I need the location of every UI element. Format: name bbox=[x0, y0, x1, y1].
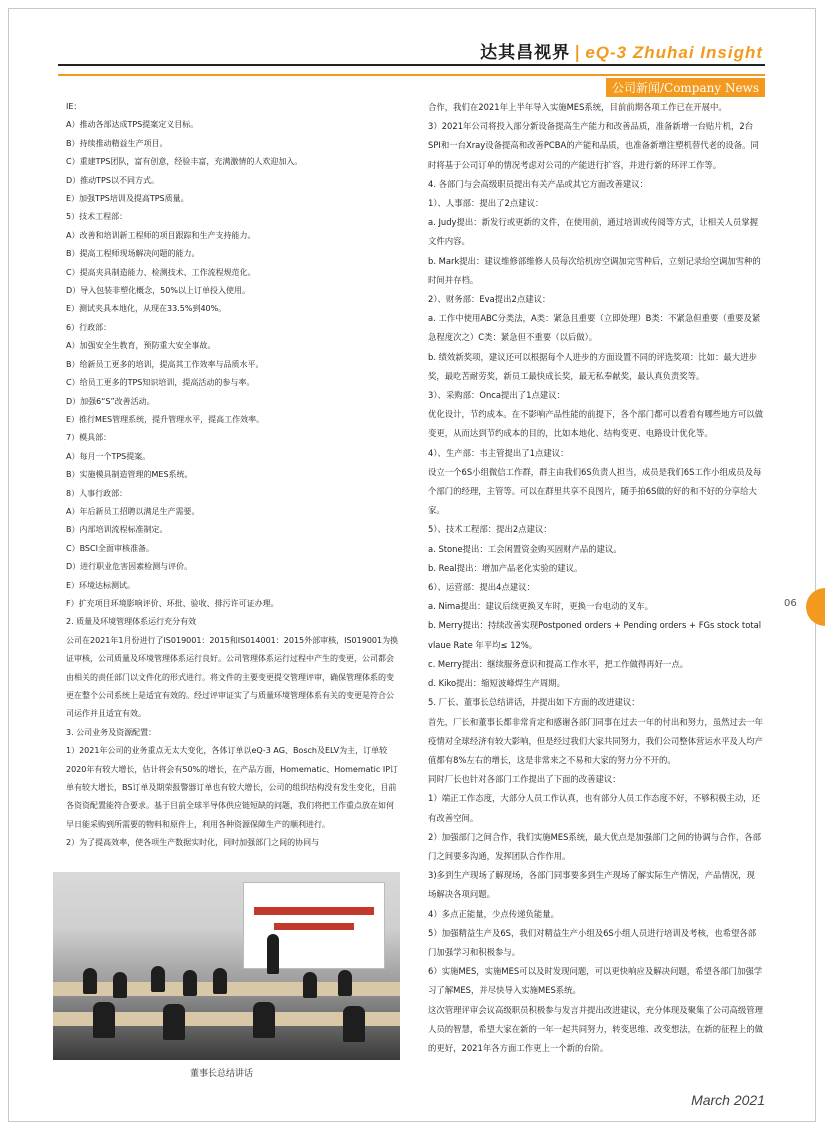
paragraph: 3）2021年公司将投入部分新设备提高生产能力和改善品质，准备新增一台贴片机，2台SPI和一台Xray设备提高和改善PCBA的产能和品质，也准备新增注塑机替代老的设备。同时将基于公司订单的情况考虑对公司的产能进行扩容，并进行新的环评工作等。 bbox=[428, 121, 759, 170]
screen-text-line-2 bbox=[274, 923, 354, 930]
attendee-figure bbox=[303, 972, 317, 998]
paragraph: 设立一个6S小组微信工作群，群主由我们6S负责人担当，成员是我们6S工作小组成员及每个部门的经理，主管等。可以在群里共享不良图片，随手拍6S做的好的和不好的分享给大家。 bbox=[428, 466, 762, 516]
paragraph: 4）、生产部：韦主管提出了1点建议： bbox=[428, 447, 569, 458]
paragraph: F）扩充项目环境影响评价、环批、验收、排污许可证办理。 bbox=[66, 598, 279, 608]
paragraph: D）进行职业危害因素检测与评价。 bbox=[66, 562, 193, 572]
paragraph: 4）多点正能量，少点传递负能量。 bbox=[428, 908, 559, 919]
paragraph: a. Nima提出：建议后续更换叉车时，更换一台电动的叉车。 bbox=[428, 601, 653, 612]
paragraph: 5. 厂长、董事长总结讲话，并提出如下方面的改进建议： bbox=[428, 697, 640, 708]
paragraph: 2. 质量及环境管理体系运行充分有效 bbox=[66, 617, 197, 627]
paragraph: a. Stone提出：工会闲置资金购买固财产品的建议。 bbox=[428, 543, 622, 554]
paragraph: E）环境达标测试。 bbox=[66, 580, 136, 590]
paragraph: 3）、采购部：Onca提出了1点建议： bbox=[428, 390, 565, 401]
paragraph: c. Merry提出：继续服务意识和提高工作水平，把工作做得再好一点。 bbox=[428, 658, 689, 669]
paragraph: 1）端正工作态度，大部分人员工作认真，也有部分人员工作态度不好，不够积极主动，还有改善空间。 bbox=[428, 793, 760, 823]
paragraph: 3. 公司业务及资源配置： bbox=[66, 727, 157, 737]
paragraph: d. Kiko提出：缩短波峰焊生产周期。 bbox=[428, 678, 566, 689]
paragraph: C）重建TPS团队，富有创意，经验丰富，充满激情的人欢迎加入。 bbox=[66, 157, 303, 167]
section-rule bbox=[58, 74, 765, 76]
attendee-figure bbox=[338, 970, 352, 996]
footer-date: March 2021 bbox=[691, 1092, 765, 1108]
screen-text-line-1 bbox=[254, 907, 374, 915]
paragraph: 3)多到生产现场了解现场，各部门同事要多到生产现场了解实际生产情况，产品情况，现场解决各项问题。 bbox=[428, 870, 755, 900]
paragraph: 2）为了提高效率，使各项生产数据实时化，同时加强部门之间的协同与 bbox=[66, 838, 320, 848]
attendee-figure bbox=[151, 966, 165, 992]
paragraph: b. 绩效新奖项，建议还可以根据每个人进步的方面设置不同的评选奖项：比如：最大进步奖，最吃苦耐劳奖，新员工最快成长奖，最无私奉献奖，最认真负责奖等。 bbox=[428, 351, 757, 381]
paragraph: 合作，我们在2021年上半年导入实施MES系统，目前前期各项工作已在开展中。 bbox=[428, 102, 727, 112]
left-column bbox=[66, 98, 401, 853]
photo-caption: 董事长总结讲话 bbox=[190, 1069, 254, 1079]
paragraph: 6）实施MES，实施MES可以及时发现问题，可以更快响应及解决问题，希望各部门加强学习了解MES，并尽快导入实施MES系统。 bbox=[428, 966, 763, 996]
paragraph: B）持续推动精益生产项目。 bbox=[66, 138, 168, 148]
paragraph: 5）加强精益生产及6S，我们对精益生产小组及6S小组人员进行培训及考核，也希望各部门加强学习和积极参与。 bbox=[428, 927, 757, 957]
attendee-figure bbox=[83, 968, 97, 994]
paragraph: IE： bbox=[66, 102, 82, 111]
paragraph: C）给员工更多的TPS知识培训，提高活动的参与率。 bbox=[66, 378, 255, 388]
attendee-figure bbox=[163, 1004, 185, 1040]
paragraph: C）提高夹具制造能力、检测技术、工作流程规范化。 bbox=[66, 267, 256, 277]
attendee-figure bbox=[113, 972, 127, 998]
paragraph: 2）、财务部：Eva提出2点建议： bbox=[428, 294, 551, 305]
paragraph: A）改善和培训新工程师的项目跟踪和生产支持能力。 bbox=[66, 230, 256, 240]
paragraph: B）给新员工更多的培训，提高其工作效率与品质水平。 bbox=[66, 359, 264, 369]
right-column bbox=[428, 98, 763, 1058]
paragraph: 2）加强部门之间合作，我们实施MES系统，最大优点是加强部门之间的协调与合作，各部门之间要多沟通，发挥团队合作作用。 bbox=[428, 831, 762, 861]
paragraph: 同时厂长也针对各部门工作提出了下面的改善建议： bbox=[428, 774, 621, 785]
attendee-figure bbox=[183, 970, 197, 996]
attendee-figure bbox=[93, 1002, 115, 1038]
projection-screen bbox=[243, 882, 385, 969]
paragraph: 优化设计，节约成本。在不影响产品性能的前提下，各个部门都可以看看有哪些地方可以做变更，从而达到节约成本的目的，比如本地化、结构变更、电路设计优化等。 bbox=[428, 409, 763, 439]
paragraph: 这次管理评审会议高级职员积极参与发言并提出改进建议，充分体现及聚集了公司高级管理人员的智慧，希望大家在新的一年一起共同努力，转变思维、改变想法，在新的征程上的做的更好，2021年各方面工作更上一个新的台阶。 bbox=[428, 1004, 763, 1053]
paragraph: D）加强6“S”改善活动。 bbox=[66, 396, 155, 406]
paragraph: A）加强安全生教育，预防重大安全事故。 bbox=[66, 341, 216, 351]
paragraph: A）每月一个TPS提案。 bbox=[66, 451, 151, 461]
brand-title-cn: 达其昌视界 bbox=[480, 43, 571, 63]
paragraph: a. Judy提出：新发行或更新的文件，在使用前，通过培训或传阅等方式，让相关人员掌握文件内容。 bbox=[428, 217, 759, 247]
paragraph: C）BSCI全面审核准备。 bbox=[66, 543, 154, 553]
brand-separator: | bbox=[574, 43, 582, 63]
paragraph: 5）、技术工程部：提出2点建议： bbox=[428, 524, 552, 535]
paragraph: 1）、人事部：提出了2点建议： bbox=[428, 198, 544, 209]
brand-title-en: eQ-3 Zhuhai Insight bbox=[585, 43, 763, 62]
paragraph: B）提高工程师现场解决问题的能力。 bbox=[66, 249, 200, 259]
paragraph: D）导入包装非塑化概念，50%以上订单投入使用。 bbox=[66, 286, 250, 296]
paragraph: B）内部培训流程标准制定。 bbox=[66, 525, 168, 535]
speaker-figure bbox=[267, 934, 279, 974]
paragraph: D）推动TPS以不同方式。 bbox=[66, 175, 159, 185]
paragraph: E）推行MES管理系统，提升管理水平，提高工作效率。 bbox=[66, 414, 265, 424]
paragraph: 首先，厂长和董事长都非常肯定和感谢各部门同事在过去一年的付出和努力，虽然过去一年疫情对全球经济有较大影响，但是经过我们大家共同努力，我们公司整体营运水平及人均产值都有8%左右的增长，这是非常来之不易和大家的努力分不开的。 bbox=[428, 716, 763, 765]
paragraph: 公司在2021年1月份进行了IS019001：2015和IS014001：2015外部审核，IS019001为换证审核，公司质量及环境管理体系运行良好。公司管理体系运行过程中产生的变更，公司都会由相关的责任部门以文件化的形式进行。将文件的主要变更提交管理评审，确保管理体系的变更在整个公司系统上是适宜有效的。经过评审证实了与质量环境管理体系有关的变更是符合公司运作并且适宜有效。 bbox=[66, 635, 399, 719]
attendee-figure bbox=[213, 968, 227, 994]
paragraph: b. Mark提出：建议维修部维修人员每次给机房空调加完雪种后，立刻记录给空调加雪种的时间并存档。 bbox=[428, 255, 761, 285]
paragraph: E）加强TPS培训及提高TPS质量。 bbox=[66, 194, 189, 204]
paragraph: 8）人事行政部： bbox=[66, 488, 128, 498]
paragraph: a. 工作中使用ABC分类法，A类：紧急且重要（立即处理）B类：不紧急但重要（重要及紧急程度次之）C类：紧急但不重要（以后做）。 bbox=[428, 313, 761, 343]
header-rule bbox=[58, 64, 765, 66]
paragraph: E）测试夹具本地化，从现在33.5%到40%。 bbox=[66, 304, 227, 314]
paragraph: 6）、运营部：提出4点建议： bbox=[428, 582, 535, 593]
paragraph: 4. 各部门与会高级职员提出有关产品或其它方面改善建议： bbox=[428, 178, 649, 189]
meeting-photo bbox=[53, 872, 400, 1060]
paragraph: 5）技术工程部： bbox=[66, 212, 128, 222]
section-title: 公司新闻/Company News bbox=[606, 78, 765, 97]
page-number: 06 bbox=[784, 598, 797, 609]
attendee-figure bbox=[253, 1002, 275, 1038]
paragraph: A）推动各部达成TPS提案定义目标。 bbox=[66, 120, 199, 130]
attendee-figure bbox=[343, 1006, 365, 1042]
paragraph: 6）行政部： bbox=[66, 322, 112, 332]
paragraph: 7）模具部： bbox=[66, 433, 112, 443]
paragraph: b. Merry提出：持续改善实现Postponed orders + Pending orders + FGs stock total vlaue Rate 年平均≤ 12%。 bbox=[428, 620, 762, 650]
paragraph: A）年后新员工招聘以满足生产需要。 bbox=[66, 506, 200, 516]
paragraph: B）实施模具制造管理的MES系统。 bbox=[66, 470, 193, 480]
paragraph: 1）2021年公司的业务重点无太大变化，各体订单以eQ-3 AG、Bosch及ELV为主，订单较2020年有较大增长，估计将会有50%的增长，在产品方面，Homematic、Homematic IP订单有较大增长，BS订单及期荣报警器订单也有较大增长，公司的组织结构没有发生变化，目前各资资配置能符合要求。基于目前全球半导体供应链短缺的问题，我们将把工作重点放在如何早日能采购到所需要的物料和原件上，利用各种资源保障生产的顺利进行。 bbox=[66, 746, 399, 829]
paragraph: b. Real提出：增加产品老化实验的建议。 bbox=[428, 562, 583, 573]
brand-header bbox=[480, 38, 763, 63]
